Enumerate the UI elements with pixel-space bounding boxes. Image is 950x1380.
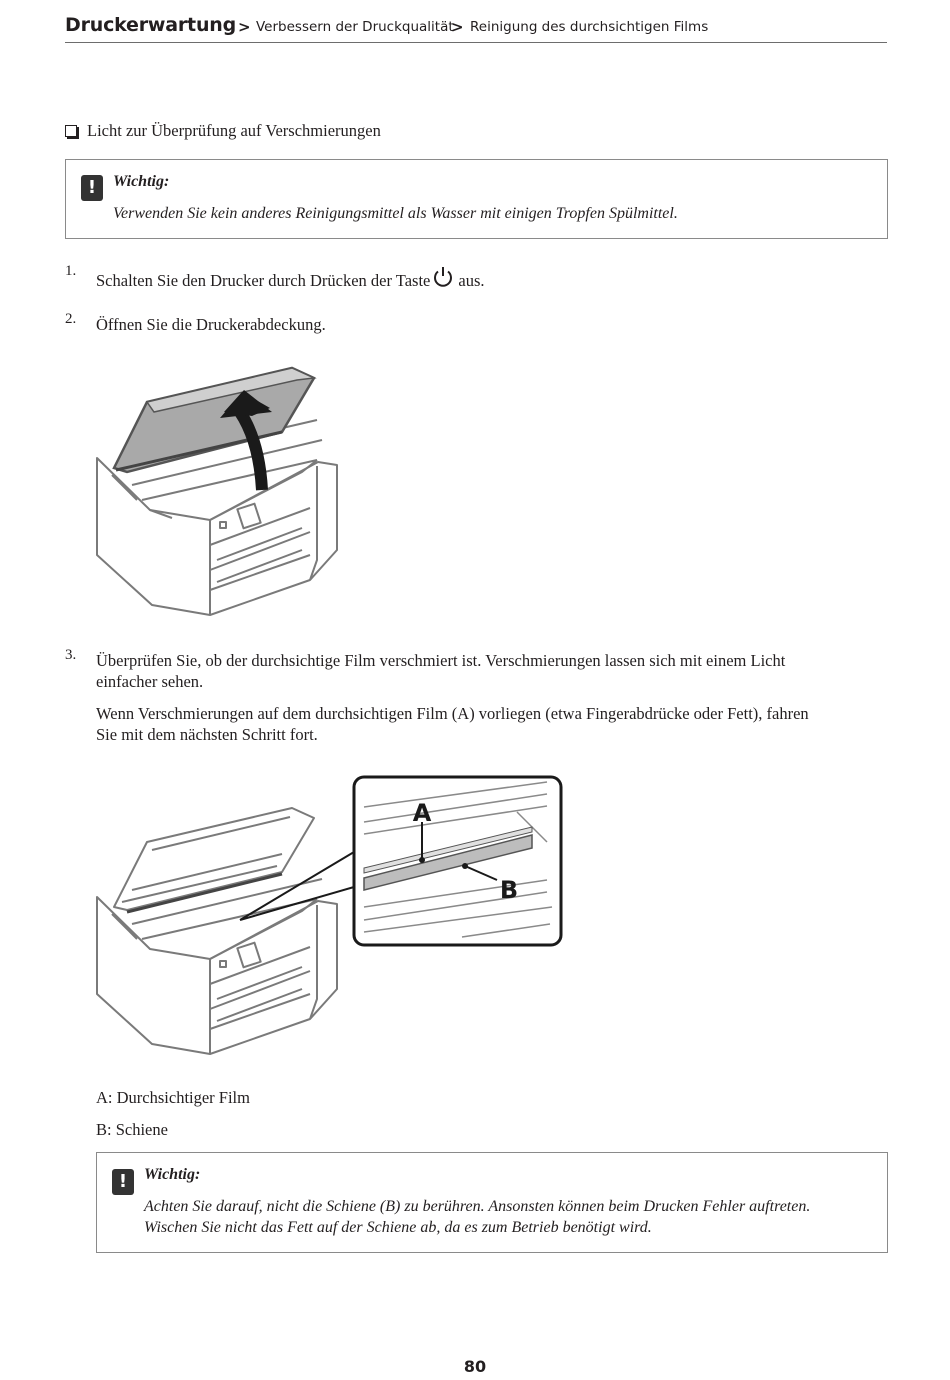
step-number: 2. — [65, 311, 77, 327]
step-1-text-before: Schalten Sie den Drucker durch Drücken der Taste — [96, 271, 431, 290]
page-section-title: Druckerwartung — [65, 14, 236, 36]
step-number: 3. — [65, 647, 77, 663]
checklist-item-text: Licht zur Überprüfung auf Verschmierungen — [87, 121, 381, 140]
step-3-line-2: einfacher sehen. — [96, 672, 204, 691]
notice-title: Wichtig: — [144, 1166, 201, 1183]
important-notice — [65, 159, 888, 239]
breadcrumb-item-film-cleaning: Reinigung des durchsichtigen Films — [470, 19, 709, 35]
warning-icon: ! — [112, 1169, 134, 1195]
notice-title: Wichtig: — [113, 173, 170, 190]
step-3-line-1: Überprüfen Sie, ob der durchsichtige Film verschmiert ist. Verschmierungen lassen sich mit einem Licht — [96, 651, 786, 670]
breadcrumb-separator: > — [238, 18, 251, 36]
step-3-para-2-line-2: Sie mit dem nächsten Schritt fort. — [96, 725, 318, 744]
breadcrumb-separator: > — [451, 18, 464, 36]
caption-b: B: Schiene — [96, 1120, 168, 1139]
label-a: A — [412, 799, 432, 827]
label-b: B — [499, 876, 519, 904]
important-notice — [96, 1152, 888, 1253]
step-number: 1. — [65, 263, 77, 279]
step-2-text: Öffnen Sie die Druckerabdeckung. — [96, 315, 326, 334]
checklist-item — [65, 120, 381, 141]
power-icon — [432, 266, 454, 293]
checkbox-icon — [65, 125, 77, 137]
notice-text: Verwenden Sie kein anderes Reinigungsmittel als Wasser mit einigen Tropfen Spülmittel. — [113, 205, 678, 222]
breadcrumb — [65, 12, 887, 43]
notice-line-1: Achten Sie darauf, nicht die Schiene (B) zu berühren. Ansonsten können beim Drucken Fehler auftreten. — [144, 1198, 811, 1215]
page-number: 80 — [463, 1357, 487, 1376]
warning-icon: ! — [81, 175, 103, 201]
step-3-para-2-line-1: Wenn Verschmierungen auf dem durchsichtigen Film (A) vorliegen (etwa Fingerabdrücke oder Fett), fahren — [96, 704, 809, 723]
transparent-film-illustration — [92, 772, 567, 1067]
notice-line-2: Wischen Sie nicht das Fett auf der Schiene ab, da es zum Betrieb benötigt wird. — [144, 1219, 652, 1236]
step-1-text-after: aus. — [458, 271, 485, 290]
printer-open-cover-illustration — [92, 360, 342, 620]
caption-a: A: Durchsichtiger Film — [96, 1088, 250, 1107]
step-1-text — [96, 266, 485, 293]
breadcrumb-item-print-quality: Verbessern der Druckqualität — [256, 19, 454, 35]
